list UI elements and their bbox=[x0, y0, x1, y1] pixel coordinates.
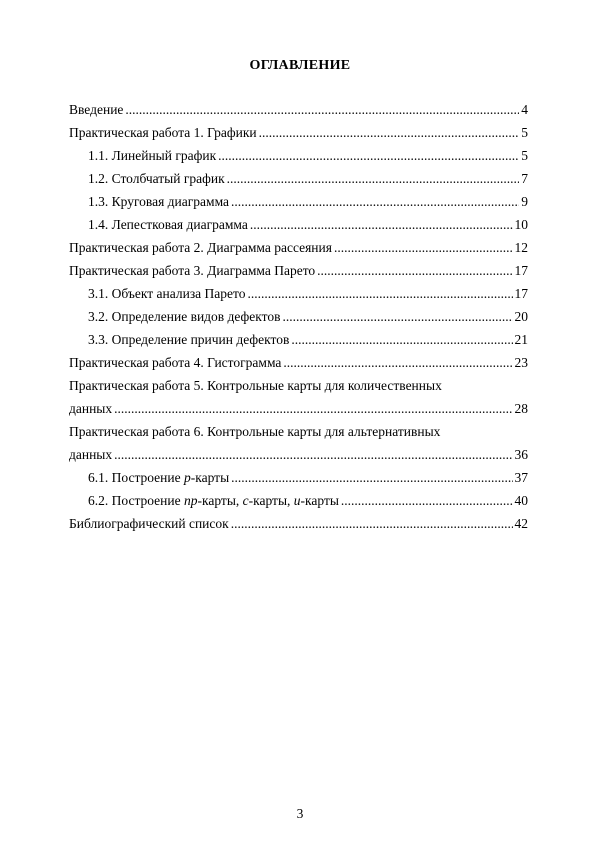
toc-entry-label: Введение bbox=[69, 102, 124, 117]
toc-entry-page: 23 bbox=[514, 355, 528, 370]
toc-entry-label: Библиографический список bbox=[69, 516, 229, 531]
dot-leader bbox=[283, 351, 512, 374]
toc-entry-1-3[interactable] bbox=[69, 190, 528, 213]
toc-entry-practical-6-line2[interactable] bbox=[69, 443, 528, 466]
label-italic-p: p bbox=[184, 470, 191, 485]
dot-leader bbox=[114, 443, 512, 466]
toc-entry-label: 3.1. Объект анализа Парето bbox=[88, 286, 246, 301]
toc-entry-3-2[interactable] bbox=[69, 305, 528, 328]
dot-leader bbox=[125, 98, 519, 121]
label-part: -карты, bbox=[248, 493, 294, 508]
label-italic-u: u bbox=[293, 493, 301, 508]
dot-leader bbox=[317, 259, 512, 282]
toc-entry-label: Практическая работа 1. Графики bbox=[69, 125, 257, 140]
toc-entry-page: 17 bbox=[514, 286, 528, 301]
dot-leader bbox=[247, 282, 512, 305]
toc-entry-bibliography[interactable] bbox=[69, 512, 528, 535]
toc-entry-label bbox=[88, 489, 339, 512]
dot-leader bbox=[334, 236, 513, 259]
toc-entry-page: 5 bbox=[521, 125, 528, 140]
toc-entry-label-continued: данных bbox=[69, 401, 113, 416]
dot-leader bbox=[291, 328, 512, 351]
toc-entry-1-1[interactable] bbox=[69, 144, 528, 167]
toc-entry-3-1[interactable] bbox=[69, 282, 528, 305]
toc-entry-introduction[interactable] bbox=[69, 98, 528, 121]
toc-entry-label: 3.2. Определение видов дефектов bbox=[88, 309, 281, 324]
toc-entry-3-3[interactable] bbox=[69, 328, 528, 351]
toc-entry-page: 37 bbox=[514, 470, 528, 485]
toc-entry-page: 12 bbox=[514, 240, 528, 255]
toc-entry-label: 1.3. Круговая диаграмма bbox=[88, 194, 230, 209]
toc-entry-page: 4 bbox=[521, 102, 528, 117]
toc-entry-label-continued: данных bbox=[69, 447, 113, 462]
toc-entry-6-2[interactable] bbox=[69, 489, 528, 512]
toc-entry-label: Практическая работа 5. Контрольные карты для количественных bbox=[69, 378, 442, 393]
toc-entry-page: 40 bbox=[514, 493, 528, 508]
table-of-contents bbox=[69, 98, 528, 535]
dot-leader bbox=[231, 190, 519, 213]
page-number: 3 bbox=[296, 806, 304, 821]
toc-entry-practical-5-line1[interactable] bbox=[69, 374, 528, 397]
dot-leader bbox=[341, 489, 513, 512]
label-part: 6.1. Построение bbox=[88, 470, 184, 485]
toc-title: ОГЛАВЛЕНИЕ bbox=[249, 58, 351, 73]
toc-entry-label: Практическая работа 6. Контрольные карты для альтернативных bbox=[69, 424, 441, 439]
label-part: 6.2. Построение bbox=[88, 493, 184, 508]
toc-entry-page: 5 bbox=[521, 148, 528, 163]
toc-entry-label: Практическая работа 4. Гистограмма bbox=[69, 355, 282, 370]
toc-entry-practical-5-line2[interactable] bbox=[69, 397, 528, 420]
toc-entry-1-2[interactable] bbox=[69, 167, 528, 190]
toc-entry-practical-6-line1[interactable] bbox=[69, 420, 528, 443]
toc-entry-practical-3[interactable] bbox=[69, 259, 528, 282]
toc-entry-label: Практическая работа 3. Диаграмма Парето bbox=[69, 263, 316, 278]
toc-entry-label: 1.4. Лепестковая диаграмма bbox=[88, 217, 248, 232]
dot-leader bbox=[259, 121, 520, 144]
dot-leader bbox=[231, 466, 512, 489]
toc-entry-practical-1[interactable] bbox=[69, 121, 528, 144]
toc-entry-page: 17 bbox=[514, 263, 528, 278]
dot-leader bbox=[250, 213, 513, 236]
toc-entry-6-1[interactable] bbox=[69, 466, 528, 489]
toc-entry-practical-4[interactable] bbox=[69, 351, 528, 374]
dot-leader bbox=[283, 305, 513, 328]
toc-entry-page: 9 bbox=[521, 194, 528, 209]
toc-entry-page: 21 bbox=[514, 332, 528, 347]
label-part: -карты, bbox=[197, 493, 243, 508]
toc-entry-page: 42 bbox=[514, 516, 528, 531]
toc-entry-page: 28 bbox=[514, 401, 528, 416]
dot-leader bbox=[231, 512, 513, 535]
toc-entry-label: 1.2. Столбчатый график bbox=[88, 171, 225, 186]
label-italic-np: np bbox=[184, 493, 198, 508]
dot-leader bbox=[227, 167, 520, 190]
dot-leader bbox=[114, 397, 512, 420]
toc-entry-page: 7 bbox=[521, 171, 528, 186]
toc-entry-practical-2[interactable] bbox=[69, 236, 528, 259]
label-part: -карты bbox=[190, 470, 230, 485]
dot-leader bbox=[218, 144, 519, 167]
toc-entry-label: Практическая работа 2. Диаграмма рассеяния bbox=[69, 240, 332, 255]
label-part: -карты bbox=[300, 493, 339, 508]
toc-entry-page: 10 bbox=[514, 217, 528, 232]
toc-entry-label: 3.3. Определение причин дефектов bbox=[88, 332, 290, 347]
label-italic-c: c bbox=[242, 493, 249, 508]
toc-entry-page: 20 bbox=[514, 309, 528, 324]
toc-entry-label bbox=[88, 466, 229, 489]
toc-entry-page: 36 bbox=[514, 447, 528, 462]
toc-entry-1-4[interactable] bbox=[69, 213, 528, 236]
toc-entry-label: 1.1. Линейный график bbox=[88, 148, 217, 163]
